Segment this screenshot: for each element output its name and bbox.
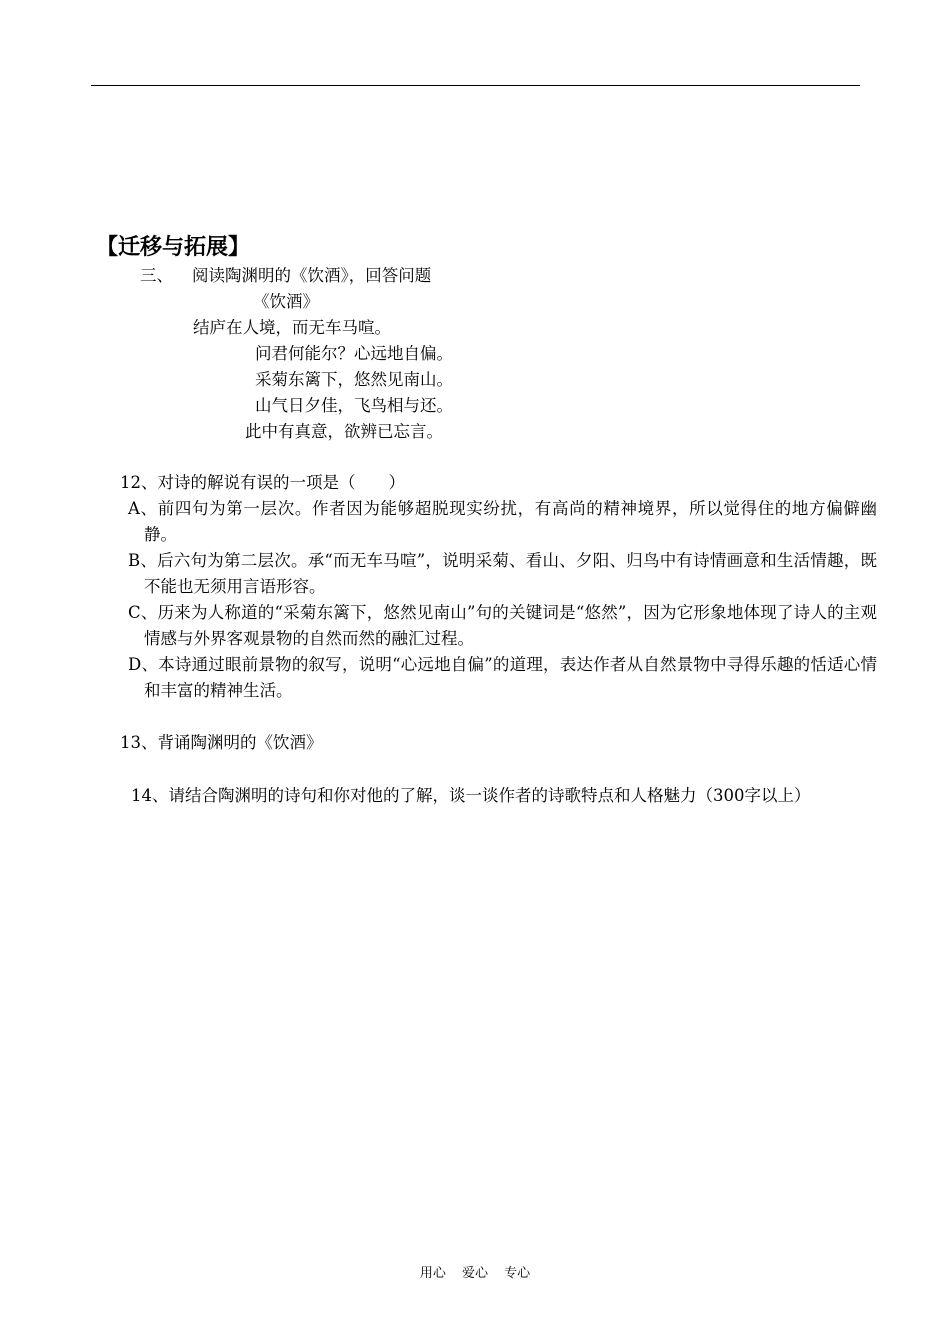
question-12-option-d: D、本诗通过眼前景物的叙写，说明“心远地自偏”的道理，表达作者从自然景物中寻得乐趣的恬适心情和丰富的精神生活。 <box>128 655 877 700</box>
question-13: 13、背诵陶渊明的《饮酒》 <box>120 733 323 752</box>
poem-line: 此中有真意，欲辨已忘言。 <box>245 422 443 441</box>
part-number: 三、 <box>140 266 173 285</box>
section-heading: 【迁移与拓展】 <box>96 235 251 260</box>
question-12-option-b: B、后六句为第二层次。承“而无车马喧”，说明采菊、看山、夕阳、归鸟中有诗情画意和生活情趣，既不能也无须用言语形容。 <box>128 551 877 596</box>
poem-line: 山气日夕佳，飞鸟相与还。 <box>255 396 453 415</box>
poem-line: 问君何能尔？心远地自偏。 <box>255 344 453 363</box>
header-rule <box>91 85 860 86</box>
footer-word: 爱心 <box>461 1266 488 1281</box>
question-12-option-a: A、前四句为第一层次。作者因为能够超脱现实纷扰，有高尚的精神境界，所以觉得住的地方偏僻幽静。 <box>128 499 877 544</box>
poem-line: 结庐在人境，而无车马喧。 <box>193 318 391 337</box>
page-footer <box>0 1262 950 1281</box>
footer-word: 用心 <box>419 1266 446 1281</box>
question-12-stem: 12、对诗的解说有误的一项是（ ） <box>120 473 405 492</box>
poem-title: 《饮酒》 <box>253 292 319 311</box>
question-12-option-c: C、历来为人称道的“采菊东篱下，悠然见南山”句的关键词是“悠然”，因为它形象地体现了诗人的主观情感与外界客观景物的自然而然的融汇过程。 <box>128 603 877 648</box>
question-14: 14、请结合陶渊明的诗句和你对他的了解，谈一谈作者的诗歌特点和人格魅力（300字以上） <box>131 786 811 805</box>
poem-line: 采菊东篱下，悠然见南山。 <box>255 370 453 389</box>
footer-word: 专心 <box>504 1266 531 1281</box>
part-instruction: 阅读陶渊明的《饮酒》，回答问题 <box>192 266 432 285</box>
